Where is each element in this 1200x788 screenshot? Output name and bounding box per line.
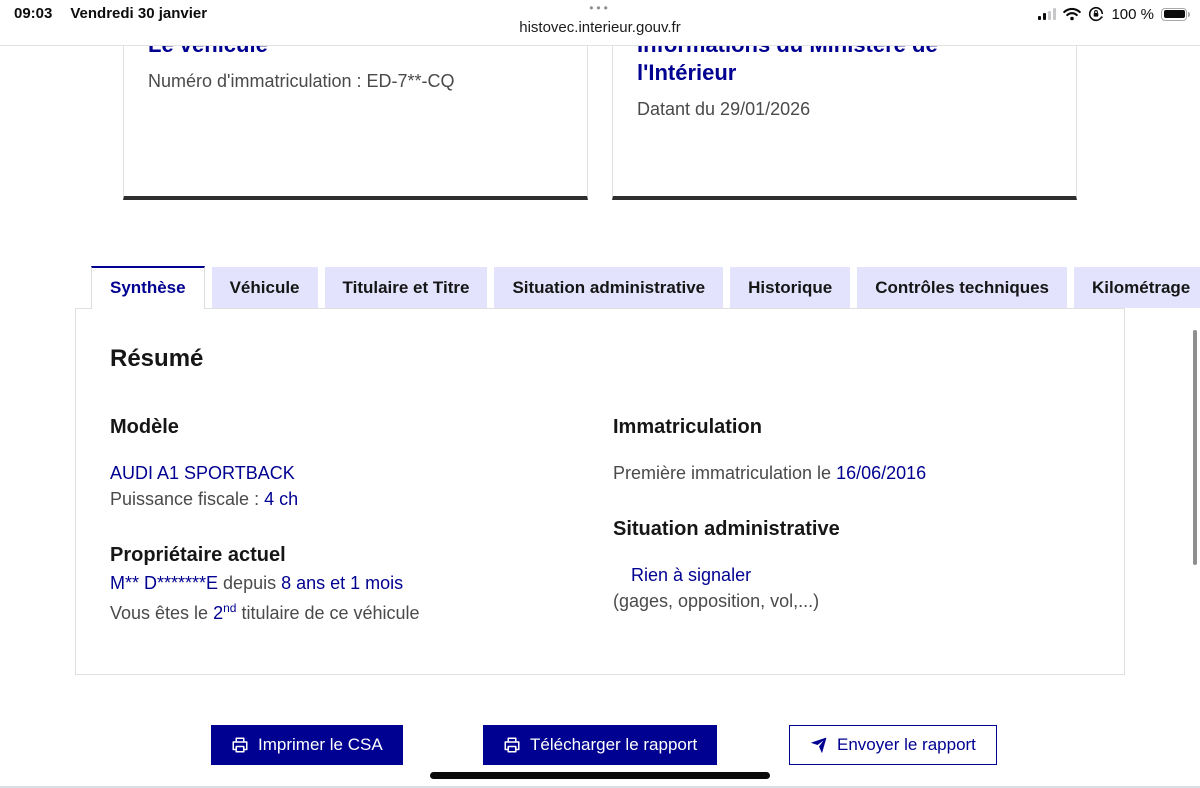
printer-icon bbox=[503, 736, 521, 754]
situation-status: Rien à signaler bbox=[631, 565, 752, 585]
print-csa-button[interactable]: Imprimer le CSA bbox=[211, 725, 403, 765]
first-registration-line: Première immatriculation le 16/06/2016 bbox=[613, 463, 927, 483]
statusbar-right bbox=[1038, 0, 1187, 28]
fiscal-power-value: 4 ch bbox=[264, 489, 299, 509]
report-tabs bbox=[91, 265, 1200, 308]
fiscal-power-line: Puissance fiscale : 4 ch bbox=[110, 489, 299, 509]
synthese-panel bbox=[75, 308, 1125, 675]
first-registration-date: 16/06/2016 bbox=[836, 463, 927, 483]
wifi-icon bbox=[1063, 7, 1081, 21]
printer-icon bbox=[231, 736, 249, 754]
tab-synthese[interactable]: Synthèse bbox=[91, 266, 205, 309]
owner-heading: Propriétaire actuel bbox=[110, 544, 286, 566]
tab-overview-dots-icon[interactable]: ••• bbox=[589, 1, 611, 15]
resume-heading: Résumé bbox=[110, 345, 204, 372]
battery-percent: 100 % bbox=[1111, 5, 1154, 23]
home-indicator[interactable] bbox=[430, 772, 770, 779]
holder-line: Vous êtes le 2nd titulaire de ce véhicule bbox=[110, 601, 420, 623]
cellular-signal-icon bbox=[1038, 8, 1056, 20]
ministry-date-line: Datant du 29/01/2026 bbox=[637, 99, 811, 119]
vehicle-plate-line: Numéro d'immatriculation : ED-7**-CQ bbox=[148, 71, 455, 91]
model-heading: Modèle bbox=[110, 416, 179, 438]
download-report-button[interactable]: Télécharger le rapport bbox=[483, 725, 717, 765]
left-column bbox=[110, 374, 613, 626]
scrollbar-thumb[interactable] bbox=[1193, 330, 1197, 565]
model-name-link[interactable]: AUDI A1 SPORTBACK bbox=[110, 463, 295, 483]
registration-heading: Immatriculation bbox=[613, 416, 762, 438]
right-column bbox=[613, 374, 1090, 626]
owner-masked-name: M** D*******E bbox=[110, 573, 219, 593]
safari-chrome bbox=[0, 0, 1200, 46]
orientation-lock-icon bbox=[1088, 6, 1104, 22]
holder-ordinal: 2 bbox=[213, 603, 224, 623]
tab-kilometrage[interactable]: Kilométrage bbox=[1074, 267, 1200, 308]
situation-note: (gages, opposition, vol,...) bbox=[613, 591, 820, 611]
send-report-button[interactable]: Envoyer le rapport bbox=[789, 725, 997, 765]
tab-controles-techniques[interactable]: Contrôles techniques bbox=[857, 267, 1067, 308]
tab-titulaire-et-titre[interactable]: Titulaire et Titre bbox=[325, 267, 488, 308]
tab-situation-administrative[interactable]: Situation administrative bbox=[494, 267, 723, 308]
send-plane-icon bbox=[810, 736, 828, 754]
url-text[interactable]: histovec.interieur.gouv.fr bbox=[519, 19, 681, 36]
tab-vehicule[interactable]: Véhicule bbox=[212, 267, 318, 308]
url-bar[interactable] bbox=[0, 3, 1200, 36]
ministry-card-title: l'Intérieur bbox=[637, 60, 737, 85]
date: Vendredi 30 janvier bbox=[70, 5, 208, 22]
tab-historique[interactable]: Historique bbox=[730, 267, 850, 308]
owner-duration: 8 ans et 1 mois bbox=[281, 573, 404, 593]
situation-heading: Situation administrative bbox=[613, 518, 840, 540]
owner-line: M** D*******E depuis 8 ans et 1 mois bbox=[110, 573, 404, 593]
clock: 09:03 bbox=[14, 5, 53, 22]
battery-icon bbox=[1161, 8, 1187, 21]
